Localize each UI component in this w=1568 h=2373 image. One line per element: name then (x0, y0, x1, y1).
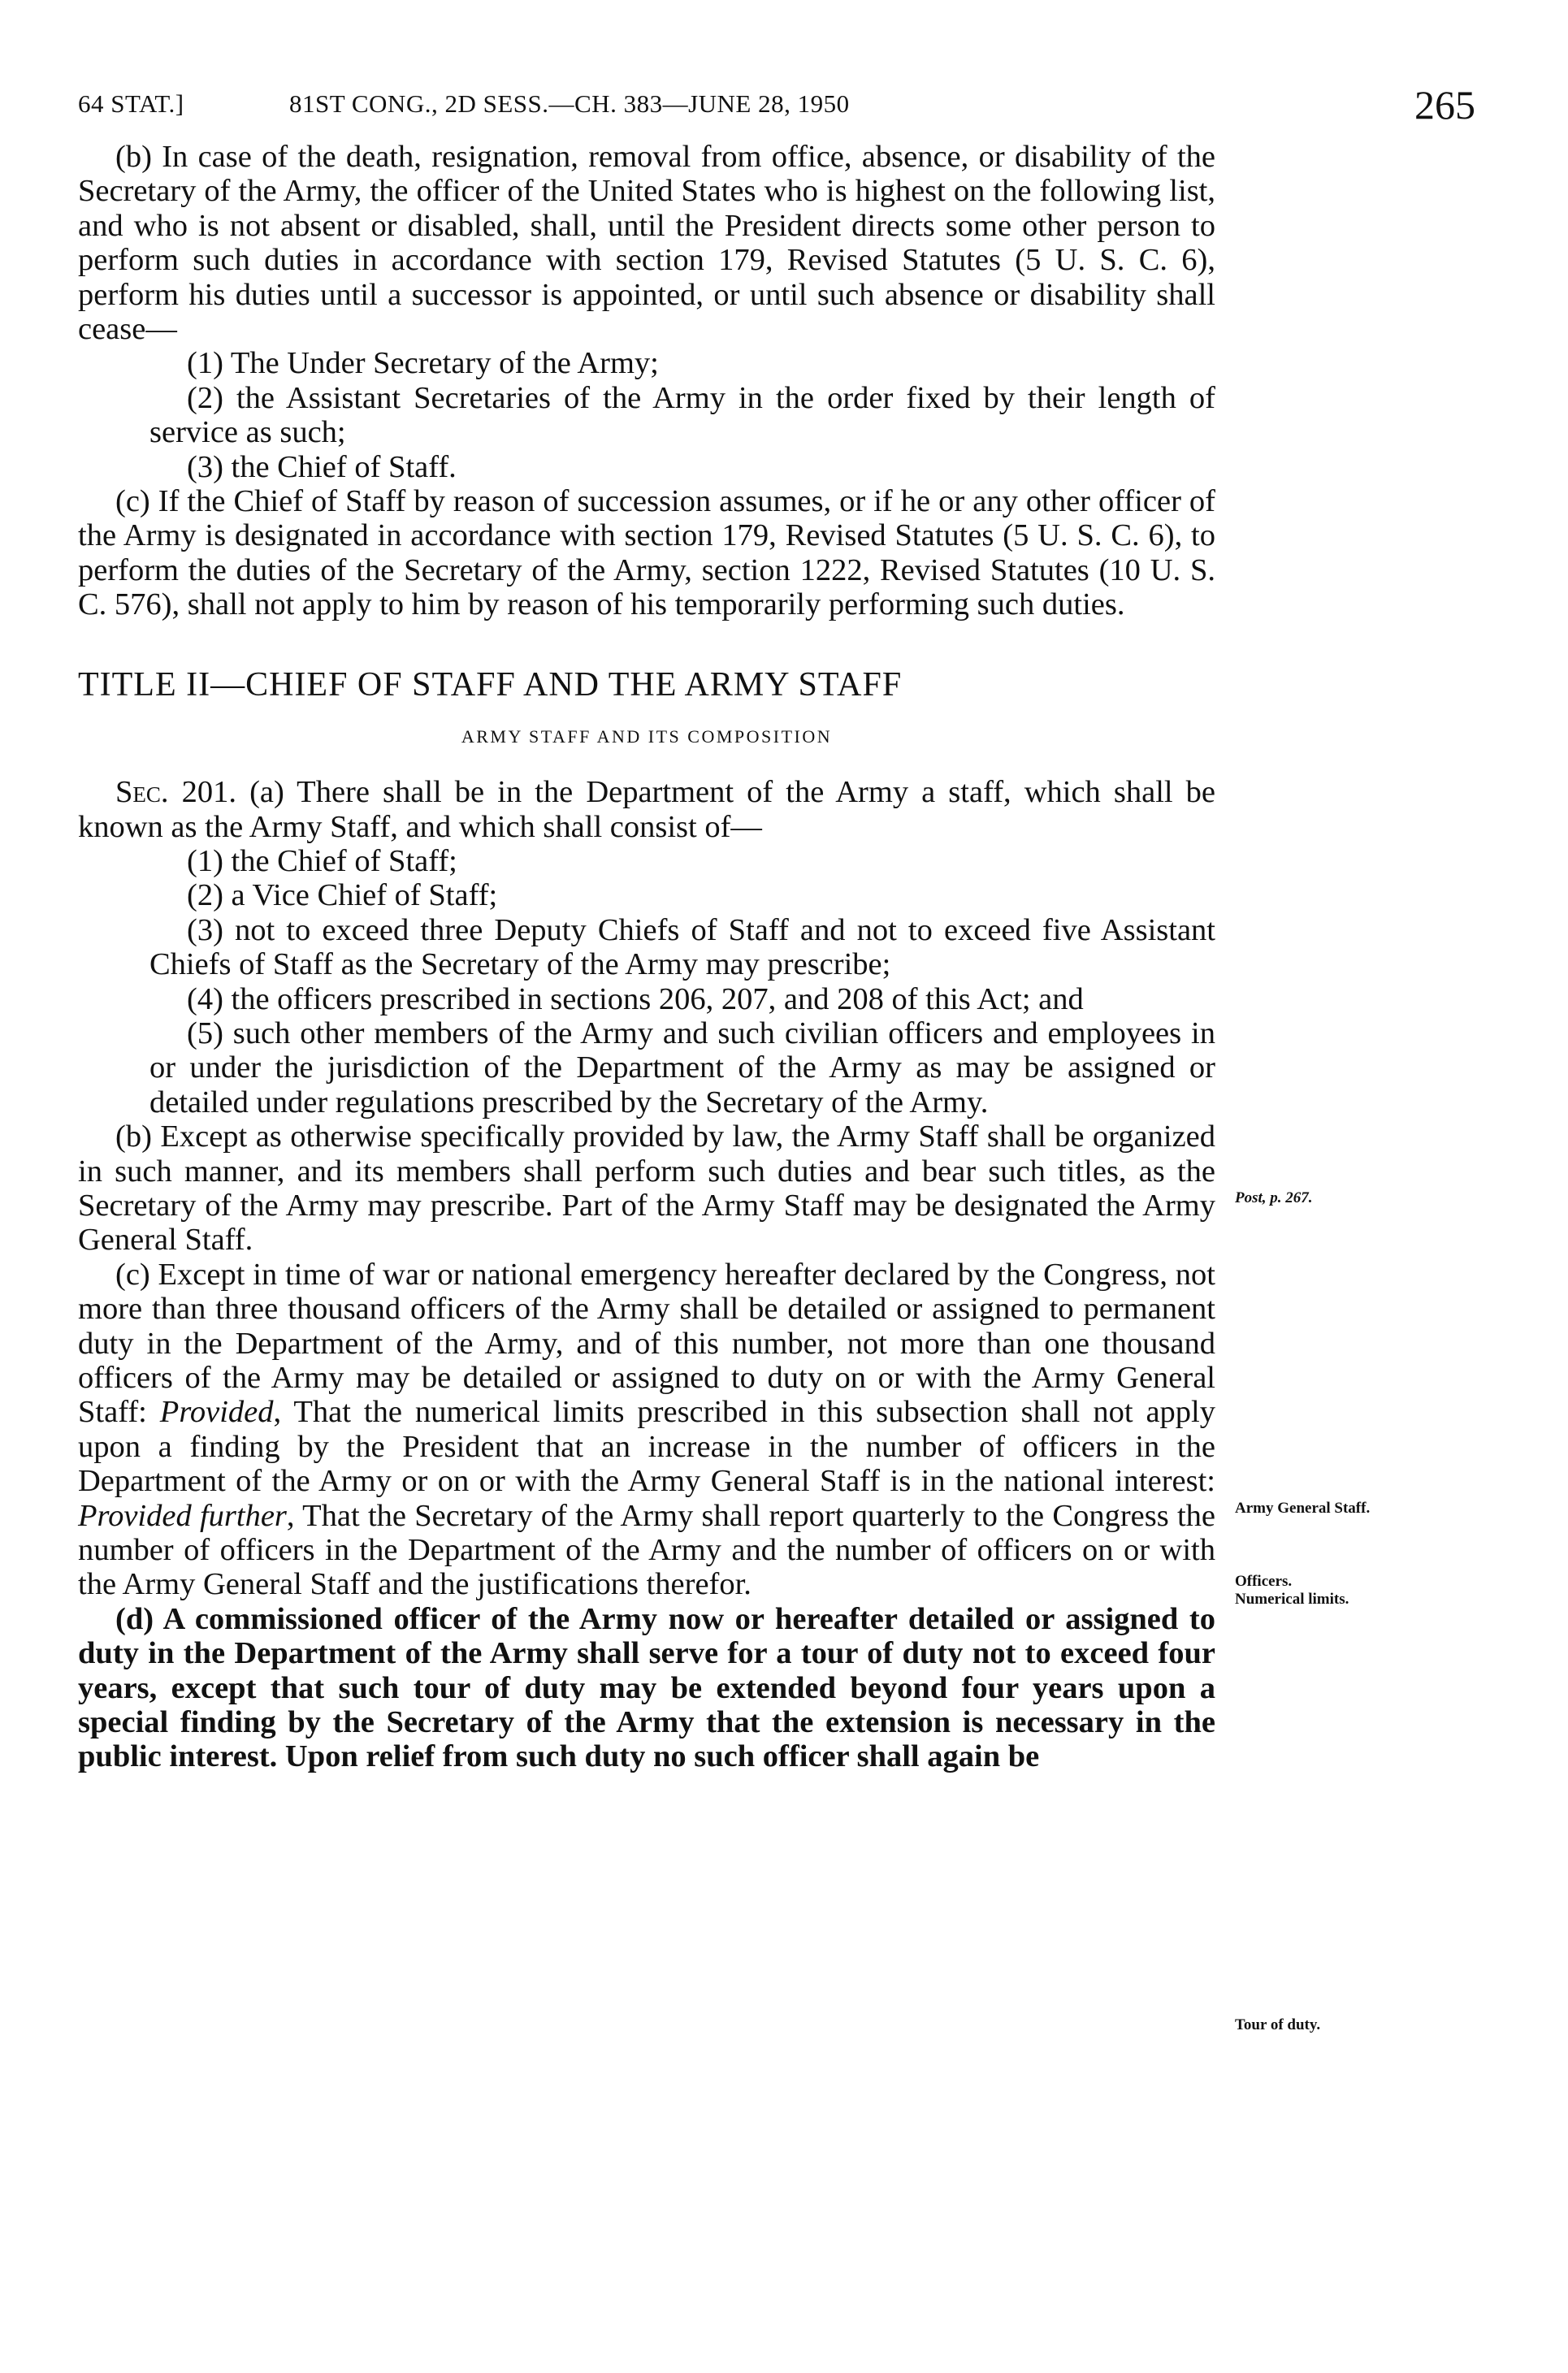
title-heading: TITLE II—CHIEF OF STAFF AND THE ARMY STAFF (78, 665, 903, 704)
session-chapter-date: 81ST CONG., 2D SESS.—CH. 383—JUNE 28, 1950 (289, 89, 850, 118)
margin-note-army-general-staff: Army General Staff. (1235, 1500, 1371, 1517)
margin-note-tour-of-duty: Tour of duty. (1235, 2016, 1321, 2033)
sec-201-c-text-2: , That the numerical limits prescribed in this subsection shall not apply upon a finding by the President that an increase in the number of officers in the Department of the Army or on or with the Army General Staff is in the national interest: (78, 1395, 1215, 1499)
succession-item-1: (1) The Under Secretary of the Army; (187, 346, 659, 381)
sec-201-c-text-1: (c) Except in time of war or national emergency hereafter declared by the Congress, not more than three thousand officers of the Army shall be detailed or assigned to permanent duty in the Department of the Army, and of this number, not more than one thousand officers of the Army may be detailed or assigned to duty on or with the Army General Staff: (78, 1257, 1215, 1430)
volume-reference: 64 STAT.] (78, 89, 184, 118)
margin-note-post-reference: Post, p. 267. (1235, 1189, 1313, 1206)
statute-body (78, 140, 1215, 1774)
staff-item-3: (3) not to exceed three Deputy Chiefs of Staff and not to exceed five Assistant Chiefs of Staff as the Secretary of the Army may prescribe; (149, 912, 1215, 982)
provided-keyword: Provided (159, 1395, 274, 1430)
section-c-paragraph: (c) If the Chief of Staff by reason of succession assumes, or if he or any other officer of the Army is designated in accordance with section 179, Revised Statutes (5 U. S. C. 6), to perform the duties of the Secretary of the Army, section 1222, Revised Statutes (10 U. S. C. 576), shall not apply to him by reason of his temporarily performing such duties. (78, 484, 1215, 622)
staff-item-1: (1) the Chief of Staff; (187, 843, 457, 878)
sec-201-b-paragraph: (b) Except as otherwise specifically provided by law, the Army Staff shall be organized in such manner, and its members shall perform such duties and bear such titles, as the Secretary of the Army may prescribe. Part of the Army Staff may be designated the Army General Staff. (78, 1119, 1215, 1258)
section-b-paragraph: (b) In case of the death, resignation, removal from office, absence, or disability of the Secretary of the Army, the officer of the United States who is highest on the following list, and who is not absent or disabled, shall, until the President directs some other person to perform such duties in accordance with section 179, Revised Statutes (5 U. S. C. 6), perform his duties until a successor is appointed, or until such absence or disability shall cease— (78, 140, 1215, 347)
provided-further-keyword: Provided further (78, 1498, 287, 1533)
sec-201-d-paragraph: (d) A commissioned officer of the Army now or hereafter detailed or assigned to duty in the Department of the Army shall serve for a tour of duty not to exceed four years, except that such tour of duty may be extended beyond four years upon a special finding by the Secretary of the Army that the extension is necessary in the public interest. Upon relief from such duty no such officer shall again be (78, 1601, 1215, 1774)
section-label: Sec. 201. (115, 775, 236, 810)
page-number: 265 (1414, 82, 1475, 128)
succession-item-3: (3) the Chief of Staff. (187, 449, 457, 484)
sec-201-c-text-3: , That the Secretary of the Army shall report quarterly to the Congress the number of officers in the Department of the Army and the number of officers on or with the Army General Staff and the justifications therefor. (78, 1498, 1216, 1602)
succession-item-2: (2) the Assistant Secretaries of the Army in the order fixed by their length of service as such; (149, 380, 1215, 450)
sec-201-c-paragraph (78, 1258, 1215, 1602)
sec-201-a-text: (a) There shall be in the Department of the Army a staff, which shall be known as the Army Staff, and which shall consist of— (78, 775, 1215, 844)
staff-item-5: (5) such other members of the Army and such civilian officers and employees in or under the jurisdiction of the Department of the Army as may be assigned or detailed under regulations prescribed by the Secretary of the Army. (149, 1015, 1215, 1119)
sec-201-a-paragraph (78, 775, 1215, 844)
margin-note-numerical-limits: Numerical limits. (1235, 1591, 1349, 1608)
margin-note-officers: Officers. (1235, 1573, 1293, 1590)
staff-item-4: (4) the officers prescribed in sections 206, 207, and 208 of this Act; and (187, 981, 1084, 1016)
staff-item-2: (2) a Vice Chief of Staff; (187, 878, 498, 913)
page-header (78, 84, 1475, 141)
subtitle-heading: ARMY STAFF AND ITS COMPOSITION (461, 725, 833, 747)
